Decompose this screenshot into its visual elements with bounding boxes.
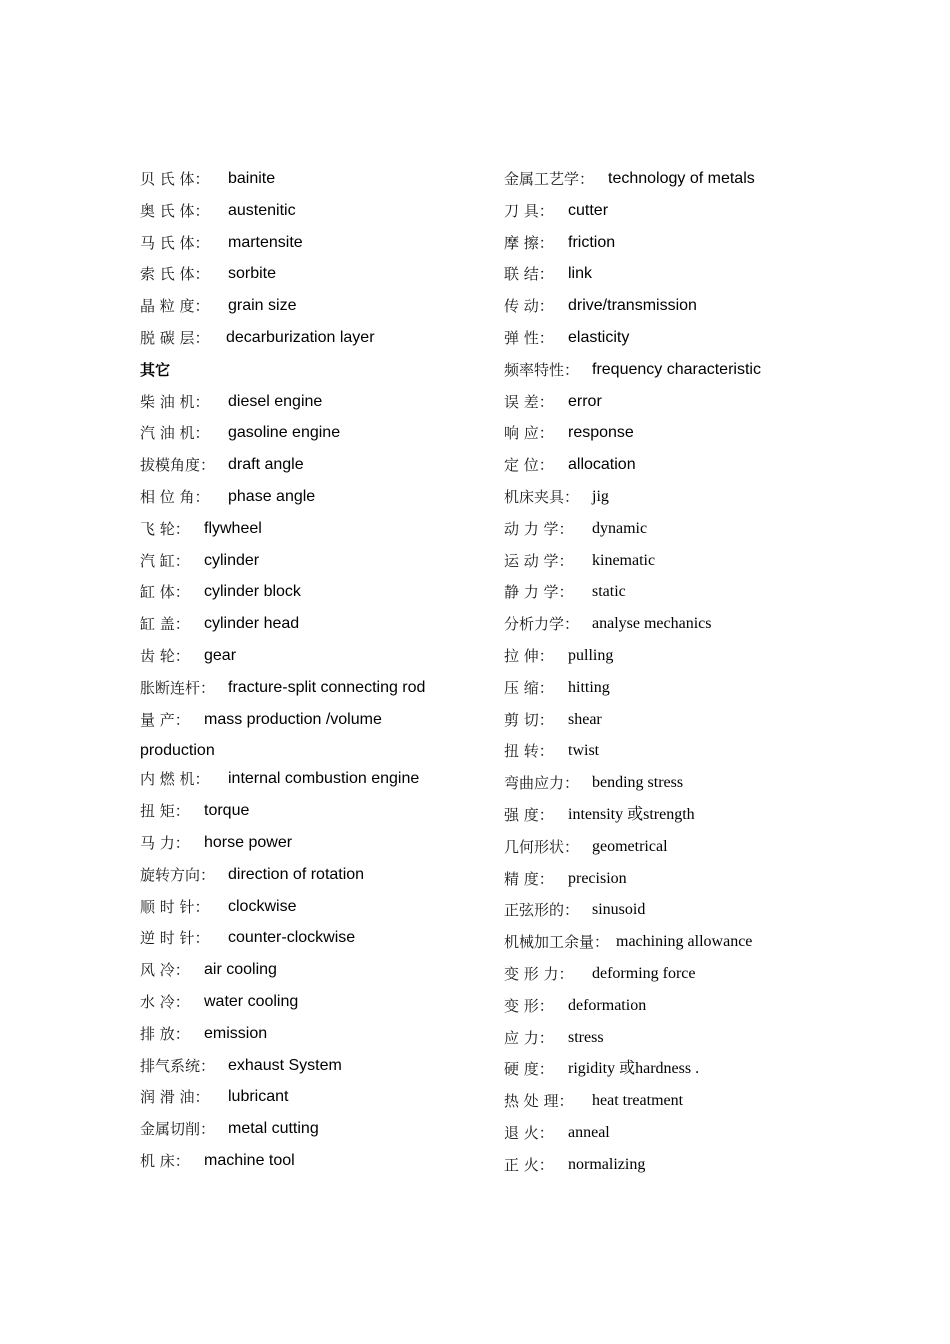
glossary-entry [504, 930, 924, 962]
chinese-term: 顺 时 针： [140, 897, 210, 916]
english-term: decarburization layer [226, 328, 375, 346]
english-term: bainite [228, 170, 276, 187]
english-term: hitting [568, 678, 610, 696]
english-term: drive/transmission [568, 297, 697, 315]
chinese-term: 贝 氏 体： [140, 170, 210, 188]
chinese-term: 联 结： [504, 265, 554, 284]
english-term: analyse mechanics [592, 615, 712, 633]
english-term: gasoline engine [228, 424, 341, 442]
chinese-term: 分析力学： [504, 615, 580, 634]
chinese-term: 马 氏 体： [140, 233, 210, 252]
chinese-term: 频率特性： [504, 360, 580, 379]
chinese-term: 机 床： [140, 1151, 190, 1170]
glossary-entry [140, 676, 500, 708]
chinese-term: 热 处 理： [504, 1092, 574, 1111]
english-term: metal cutting [228, 1120, 319, 1138]
english-term: emission [204, 1024, 268, 1042]
glossary-entry [504, 612, 924, 644]
english-term: exhaust System [228, 1056, 342, 1074]
english-term: cylinder head [204, 615, 300, 633]
glossary-entry [140, 262, 500, 294]
glossary-entry [140, 1117, 500, 1149]
english-term: cylinder block [204, 583, 301, 601]
english-term: diesel engine [228, 392, 323, 410]
english-term: martensite [228, 233, 303, 251]
glossary-entry [140, 580, 500, 612]
chinese-term: 变 形： [504, 996, 554, 1015]
english-term: frequency characteristic [592, 360, 761, 378]
chinese-term: 运 动 学： [504, 551, 574, 570]
chinese-term: 扭 矩： [140, 802, 190, 821]
glossary-entry [504, 898, 924, 930]
chinese-term: 退 火： [504, 1123, 554, 1142]
glossary-entry [140, 167, 500, 199]
glossary-entry [140, 326, 500, 358]
glossary-entry [140, 1085, 500, 1117]
glossary-entry [504, 517, 924, 549]
section-heading: 其它 [140, 360, 171, 379]
chinese-term: 相 位 角： [140, 487, 210, 506]
chinese-term: 风 冷： [140, 961, 190, 980]
glossary-entry [504, 644, 924, 676]
english-term: gear [204, 646, 237, 664]
chinese-term: 响 应： [504, 424, 554, 443]
glossary-entry [140, 421, 500, 453]
english-term: direction of rotation [228, 865, 365, 883]
english-term: heat treatment [592, 1092, 684, 1110]
english-term: machining allowance [616, 933, 753, 951]
glossary-entry [140, 799, 500, 831]
glossary-entry [140, 708, 500, 740]
english-term: jig [592, 487, 609, 505]
glossary-entry [140, 231, 500, 263]
glossary-entry [504, 231, 924, 263]
chinese-term: 逆 时 针： [140, 929, 210, 948]
glossary-entry [504, 1057, 924, 1089]
glossary-entry [140, 612, 500, 644]
english-term: stress [568, 1028, 604, 1046]
english-term: draft angle [228, 456, 304, 474]
chinese-term: 柴 油 机： [140, 392, 210, 411]
english-term: air cooling [204, 961, 277, 979]
chinese-term: 水 冷： [140, 992, 190, 1011]
chinese-term: 弹 性： [504, 328, 554, 347]
english-term: mass production /volume [204, 710, 382, 728]
english-term: torque [204, 802, 250, 820]
glossary-entry [140, 831, 500, 863]
glossary-entry [504, 167, 924, 199]
english-term: flywheel [204, 519, 262, 537]
chinese-term: 拉 伸： [504, 646, 554, 665]
glossary-entry [140, 485, 500, 517]
glossary-entry [504, 294, 924, 326]
english-term: horse power [204, 833, 293, 851]
glossary-entry [504, 867, 924, 899]
glossary-entry [504, 1121, 924, 1153]
chinese-term: 硬 度： [504, 1060, 554, 1079]
glossary-entry [504, 580, 924, 612]
chinese-term: 金属工艺学： [504, 170, 595, 188]
english-term: rigidity 或hardness . [568, 1060, 700, 1078]
glossary-entry [140, 644, 500, 676]
chinese-term: 刀 具： [504, 201, 554, 220]
glossary-entry [140, 739, 500, 767]
chinese-term: 误 差： [504, 392, 554, 411]
chinese-term: 排 放： [140, 1024, 190, 1043]
glossary-entry [140, 958, 500, 990]
chinese-term: 飞 轮： [140, 519, 190, 538]
glossary-entry [504, 1153, 924, 1185]
chinese-term: 几何形状： [504, 837, 580, 856]
english-term: water cooling [204, 992, 299, 1010]
glossary-entry [504, 390, 924, 422]
chinese-term: 强 度： [504, 805, 554, 824]
chinese-term: 胀断连杆： [140, 678, 216, 697]
chinese-term: 传 动： [504, 297, 554, 316]
glossary-entry [140, 390, 500, 422]
english-term: link [568, 265, 593, 283]
english-term: fracture-split connecting rod [228, 678, 426, 696]
glossary-entry [140, 199, 500, 231]
glossary-entry [504, 453, 924, 485]
glossary-entry [504, 1089, 924, 1121]
glossary-entry [504, 739, 924, 771]
chinese-term: 索 氏 体： [140, 265, 210, 284]
chinese-term: 旋转方向： [140, 865, 216, 884]
english-term: internal combustion engine [228, 770, 420, 788]
english-term: deforming force [592, 964, 696, 982]
english-term: error [568, 392, 602, 410]
english-term: phase angle [228, 487, 316, 505]
english-term: sinusoid [592, 901, 646, 919]
english-term: geometrical [592, 837, 668, 855]
english-term: precision [568, 869, 627, 887]
chinese-term: 齿 轮： [140, 646, 190, 665]
chinese-term: 变 形 力： [504, 964, 574, 983]
english-term: counter-clockwise [228, 929, 356, 947]
english-term: allocation [568, 456, 636, 474]
glossary-entry [140, 453, 500, 485]
english-term-continuation: production [140, 742, 215, 760]
glossary-entry [140, 294, 500, 326]
glossary-entry [504, 803, 924, 835]
english-term: intensity 或strength [568, 805, 695, 823]
chinese-term: 排气系统： [140, 1056, 216, 1075]
english-term: anneal [568, 1123, 610, 1141]
english-term: deformation [568, 996, 647, 1014]
glossary-entry [504, 708, 924, 740]
glossary-entry [140, 358, 500, 390]
english-term: machine tool [204, 1151, 295, 1169]
chinese-term: 摩 擦： [504, 233, 554, 252]
chinese-term: 应 力： [504, 1028, 554, 1047]
glossary-entry [140, 863, 500, 895]
english-term: lubricant [228, 1088, 289, 1106]
chinese-term: 润 滑 油： [140, 1088, 210, 1107]
glossary-entry [504, 262, 924, 294]
glossary-entry [504, 994, 924, 1026]
chinese-term: 晶 粒 度： [140, 297, 210, 316]
english-term: cutter [568, 201, 609, 219]
chinese-term: 缸 体： [140, 583, 190, 602]
chinese-term: 汽 油 机： [140, 424, 210, 443]
english-term: pulling [568, 646, 614, 664]
english-term: cylinder [204, 551, 260, 569]
chinese-term: 脱 碳 层： [140, 328, 210, 347]
english-term: sorbite [228, 265, 277, 283]
chinese-term: 量 产： [140, 710, 190, 729]
chinese-term: 金属切削： [140, 1120, 216, 1139]
english-term: clockwise [228, 897, 297, 915]
chinese-term: 静 力 学： [504, 583, 574, 602]
english-term: bending stress [592, 774, 684, 792]
glossary-entry [504, 771, 924, 803]
glossary-entry [140, 549, 500, 581]
english-term: grain size [228, 297, 297, 315]
chinese-term: 正弦形的： [504, 901, 580, 920]
glossary-entry [504, 485, 924, 517]
chinese-term: 正 火： [504, 1155, 554, 1174]
chinese-term: 动 力 学： [504, 519, 574, 538]
glossary-entry [140, 517, 500, 549]
english-term: twist [568, 742, 600, 760]
chinese-term: 扭 转： [504, 742, 554, 761]
english-term: friction [568, 233, 616, 251]
glossary-entry [504, 1026, 924, 1058]
glossary-entry [504, 421, 924, 453]
english-term: response [568, 424, 634, 442]
chinese-term: 精 度： [504, 869, 554, 888]
glossary-entry [140, 1022, 500, 1054]
glossary-entry [504, 835, 924, 867]
glossary-entry [504, 199, 924, 231]
chinese-term: 缸 盖： [140, 615, 190, 634]
glossary-entry [140, 990, 500, 1022]
glossary-entry [140, 926, 500, 958]
glossary-entry [504, 962, 924, 994]
chinese-term: 弯曲应力： [504, 774, 580, 793]
chinese-term: 机械加工余量： [504, 933, 610, 952]
english-term: kinematic [592, 551, 656, 569]
english-term: shear [568, 710, 602, 728]
english-term: elasticity [568, 328, 630, 346]
glossary-column-right [504, 167, 924, 1185]
english-term: dynamic [592, 519, 648, 537]
glossary-entry [140, 895, 500, 927]
chinese-term: 拔模角度： [140, 456, 216, 475]
chinese-term: 汽 缸： [140, 551, 190, 570]
chinese-term: 奥 氏 体： [140, 201, 210, 220]
glossary-entry [140, 767, 500, 799]
glossary-column-left [140, 167, 500, 1181]
english-term: normalizing [568, 1155, 646, 1173]
glossary-entry [140, 1149, 500, 1181]
english-term: technology of metals [608, 170, 755, 187]
glossary-entry [504, 676, 924, 708]
english-term: static [592, 583, 626, 601]
chinese-term: 剪 切： [504, 710, 554, 729]
chinese-term: 内 燃 机： [140, 770, 210, 789]
english-term: austenitic [228, 201, 296, 219]
chinese-term: 定 位： [504, 456, 554, 475]
glossary-entry [140, 1054, 500, 1086]
glossary-entry [504, 358, 924, 390]
chinese-term: 压 缩： [504, 678, 554, 697]
glossary-entry [504, 549, 924, 581]
glossary-entry [504, 326, 924, 358]
chinese-term: 马 力： [140, 833, 190, 852]
chinese-term: 机床夹具： [504, 487, 580, 506]
